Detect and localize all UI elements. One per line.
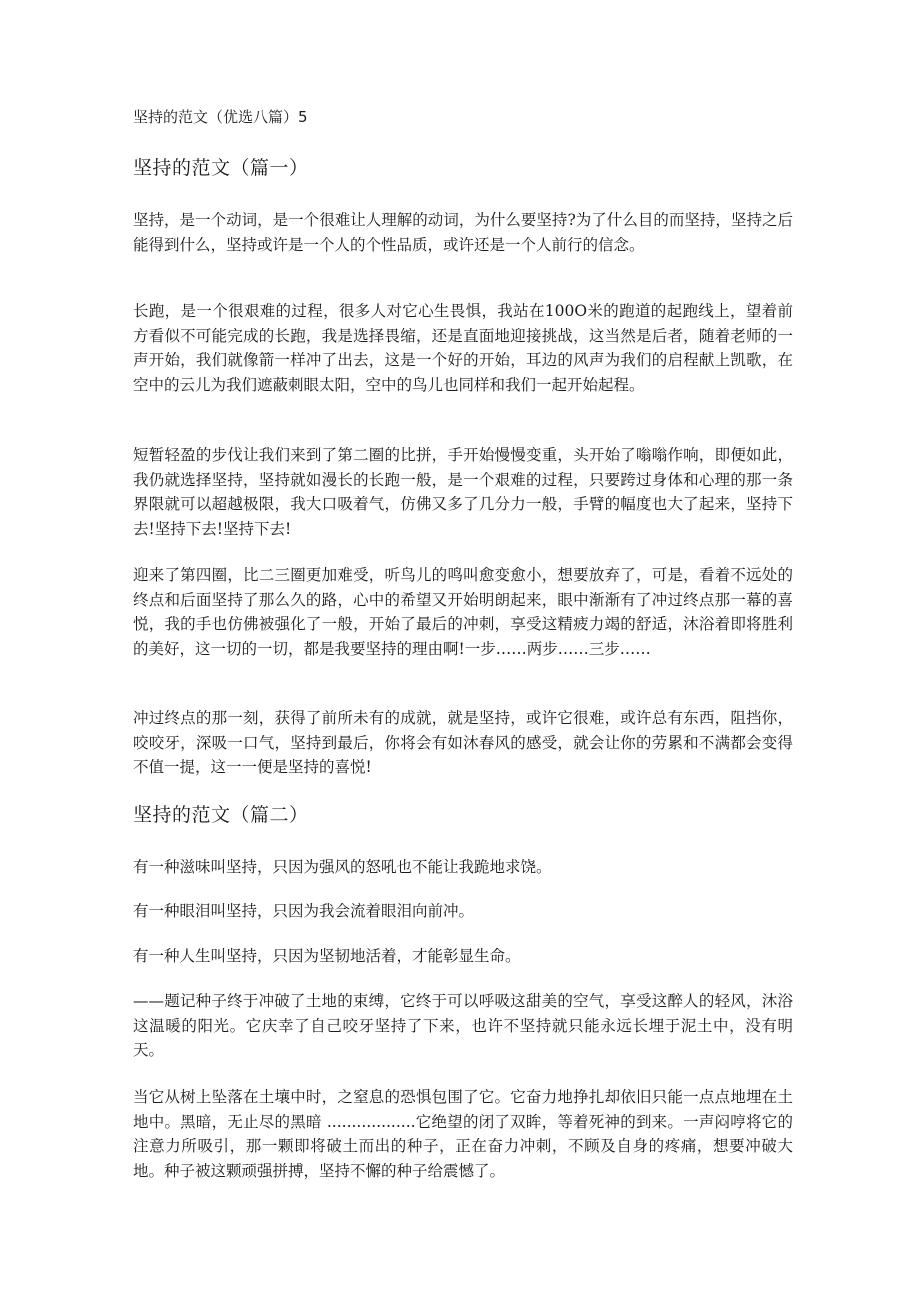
paragraph: 迎来了第四圈，比二三圈更加难受，听鸟儿的鸣叫愈变愈小，想要放弃了，可是，看着不远处的终点和后面坚持了那么久的路，心中的希望又开始明朗起来，眼中渐渐有了冲过终点那一幕的喜悦，我的手也仿佛被强化了一般，开始了最后的冲刺，享受这精疲力竭的舒适，沐浴着即将胜利的美好，这一切的一切，都是我要坚持的理由啊!一步……两步……三步…… <box>133 566 793 658</box>
paragraph: 坚持，是一个动词，是一个很难让人理解的动词，为什么要坚持?为了什么目的而坚持，坚持之后能得到什么，坚持或许是一个人的个性品质，或许还是一个人前行的信念。 <box>133 211 793 254</box>
paragraph: 短暂轻盈的步伐让我们来到了第二圈的比拼，手开始慢慢变重，头开始了嗡嗡作响，即便如此，我仍就选择坚持，坚持就如漫长的长跑一般，是一个艰难的过程，只要跨过身体和心理的那一条界限就可以超越极限，我大口吸着气，仿佛又多了几分力一般，手臂的幅度也大了起来，坚持下去!坚持下去!坚持下去! <box>133 446 793 538</box>
paragraph: 有一种人生叫坚持，只因为坚韧地活着，才能彰显生命。 <box>133 947 521 965</box>
paragraph: 长跑，是一个很艰难的过程，很多人对它心生畏惧，我站在100O米的跑道的起跑线上，望着前方看似不可能完成的长跑，我是选择畏缩，还是直面地迎接挑战，这当然是后者，随着老师的一声开始，我们就像箭一样冲了出去，这是一个好的开始，耳边的风声为我们的启程献上凯歌，在空中的云儿为我们遮蔽刺眼太阳，空中的鸟儿也同样和我们一起开始起程。 <box>133 302 793 394</box>
paragraph: 有一种滋味叫坚持，只因为强风的怒吼也不能让我跪地求饶。 <box>133 858 552 876</box>
paragraph: 有一种眼泪叫坚持，只因为我会流着眼泪向前冲。 <box>133 902 475 920</box>
document-title: 坚持的范文（优选八篇）5 <box>133 108 308 126</box>
paragraph: ——题记种子终于冲破了土地的束缚，它终于可以呼吸这甜美的空气，享受这醉人的轻风，沐浴这温暖的阳光。它庆幸了自己咬牙坚持了下来，也许不坚持就只能永远长埋于泥土中，没有明天。 <box>133 992 793 1060</box>
section-heading-2: 坚持的范文（篇二） <box>133 804 309 826</box>
paragraph: 冲过终点的那一刻，获得了前所未有的成就，就是坚持，或许它很难，或许总有东西，阻挡你，咬咬牙，深吸一口气，坚持到最后，你将会有如沐春风的感受，就会让你的劳累和不满都会变得不值一提，这一一便是坚持的喜悦! <box>133 709 793 777</box>
paragraph: 当它从树上坠落在土壤中时，之窒息的恐惧包围了它。它奋力地挣扎却依旧只能一点点地埋在土地中。黑暗，无止尽的黑暗 ..................它绝望的闭了双眸，等着死神的到来。一声闷哼将它的注意力所吸引，那一颗即将破土而出的种子，正在奋力冲刺，不顾及自身的疼痛，想要冲破大地。种子被这颗顽强拼搏，坚持不懈的种子给震憾了。 <box>133 1088 793 1180</box>
section-heading-1: 坚持的范文（篇一） <box>133 157 309 179</box>
